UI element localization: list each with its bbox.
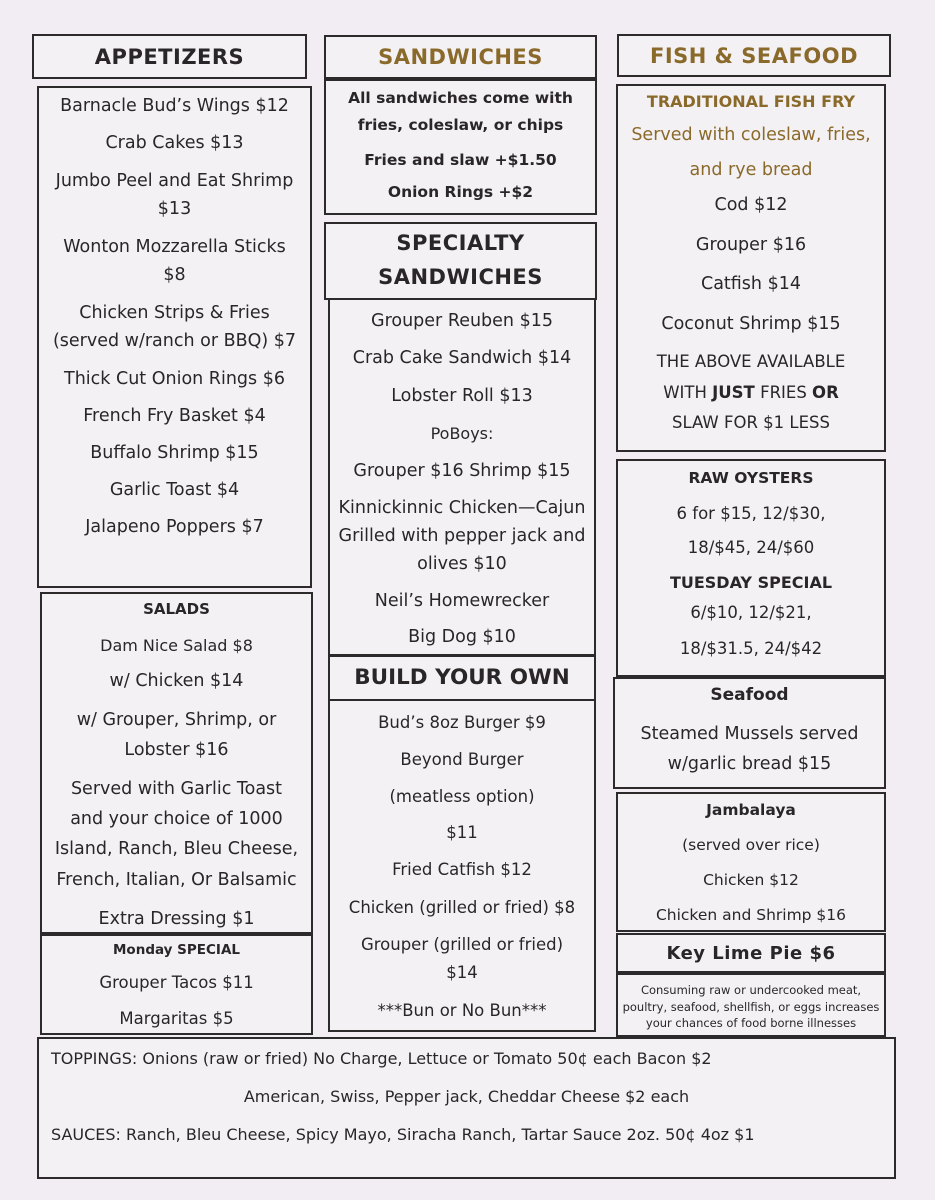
list-item: Buffalo Shrimp $15 (90, 443, 259, 463)
fish-fry-served: Served with coleslaw, fries, (631, 125, 871, 145)
list-item: $13 (157, 199, 192, 219)
list-item: (served over rice) (682, 836, 820, 854)
list-item: Grilled with pepper jack and (338, 526, 586, 546)
seafood-title: Seafood (710, 685, 789, 705)
list-item: Steamed Mussels served (640, 724, 859, 744)
sandwiches-info (324, 79, 597, 215)
list-item: Big Dog $10 (408, 627, 516, 647)
list-item: French, Italian, Or Balsamic (56, 870, 297, 890)
list-item: Margaritas $5 (119, 1009, 234, 1028)
list-item: Grouper Reuben $15 (371, 311, 553, 331)
list-item: olives $10 (417, 554, 507, 574)
list-item: Chicken Strips & Fries (79, 303, 270, 323)
list-item: Beyond Burger (400, 750, 524, 769)
list-item: $11 (446, 823, 478, 842)
specialty-title: SPECIALTY (396, 231, 525, 256)
tuesday-special-title: TUESDAY SPECIAL (669, 573, 833, 592)
list-item: Thick Cut Onion Rings $6 (64, 369, 285, 389)
list-item: $14 (446, 963, 478, 982)
list-item: and your choice of 1000 (70, 809, 283, 829)
warning-text: poultry, seafood, shellfish, or eggs increases (622, 999, 880, 1014)
list-item: Barnacle Bud’s Wings $12 (60, 96, 289, 116)
list-item: 6/$10, 12/$21, (690, 603, 812, 622)
list-item: 18/$31.5, 24/$42 (679, 639, 823, 658)
monday-special-title: Monday SPECIAL (113, 942, 240, 958)
salads-section (40, 592, 313, 934)
build-your-own-section (328, 655, 596, 1032)
seafood-section (613, 677, 886, 789)
key-lime-pie-section (616, 933, 886, 973)
sauces-line: SAUCES: Ranch, Bleu Cheese, Spicy Mayo, Siracha Ranch, Tartar Sauce 2oz. 50¢ 4oz $1 (51, 1125, 755, 1144)
fish-fry-note: THE ABOVE AVAILABLE (656, 352, 846, 371)
fish-fry-served: and rye bread (689, 160, 813, 180)
list-item: Lobster $16 (124, 740, 229, 760)
list-item: Jalapeno Poppers $7 (85, 517, 264, 537)
jambalaya-section (616, 792, 886, 932)
list-item: Grouper (grilled or fried) (360, 935, 564, 954)
list-item: $8 (163, 265, 186, 285)
list-item: Coconut Shrimp $15 (661, 314, 841, 334)
list-item: French Fry Basket $4 (83, 406, 266, 426)
salads-title: SALADS (143, 600, 210, 618)
list-item: Crab Cake Sandwich $14 (352, 348, 572, 368)
fish-seafood-title: FISH & SEAFOOD (650, 43, 858, 68)
raw-oysters-title: RAW OYSTERS (688, 469, 814, 487)
appetizers-title: APPETIZERS (94, 44, 245, 69)
list-item: Extra Dressing $1 (98, 909, 255, 929)
list-item: Garlic Toast $4 (109, 480, 240, 500)
list-item: (meatless option) (389, 787, 535, 806)
list-item: Dam Nice Salad $8 (100, 636, 253, 655)
list-item: 18/$45, 24/$60 (687, 538, 815, 557)
list-item: PoBoys: (430, 424, 494, 443)
list-item: Bud’s 8oz Burger $9 (378, 713, 546, 732)
sandwiches-addon: Onion Rings +$2 (387, 183, 534, 201)
sandwiches-title: SANDWICHES (378, 45, 543, 69)
appetizers-header (32, 34, 307, 79)
list-item: Catfish $14 (700, 274, 801, 294)
sandwiches-note: fries, coleslaw, or chips (357, 116, 564, 134)
list-item: Cod $12 (714, 195, 788, 215)
key-lime-pie-title: Key Lime Pie $6 (666, 942, 836, 964)
list-item: w/ Chicken $14 (109, 671, 244, 691)
specialty-sandwiches-list (328, 300, 596, 656)
list-item: Kinnickinnic Chicken—Cajun (338, 498, 586, 518)
list-item: Neil’s Homewrecker (374, 591, 550, 611)
list-item: Chicken (grilled or fried) $8 (348, 898, 576, 917)
sandwiches-note: All sandwiches come with (348, 89, 573, 107)
fish-seafood-header (617, 34, 891, 77)
list-item: Wonton Mozzarella Sticks (63, 237, 286, 257)
list-item: Chicken and Shrimp $16 (655, 906, 847, 924)
fish-fry-note: WITH JUST FRIES OR (663, 383, 839, 402)
list-item: Served with Garlic Toast (70, 779, 283, 799)
sandwiches-addon: Fries and slaw +$1.50 (364, 151, 557, 169)
list-item: Island, Ranch, Bleu Cheese, (54, 839, 299, 859)
warning-text: your chances of food borne illnesses (645, 1016, 857, 1031)
list-item: Grouper $16 Shrimp $15 (353, 461, 571, 481)
list-item: Lobster Roll $13 (391, 386, 533, 406)
fish-fry-subtitle: TRADITIONAL FISH FRY (646, 92, 856, 111)
warning-text: Consuming raw or undercooked meat, (640, 983, 862, 997)
appetizers-list (37, 86, 312, 588)
fish-fry-note: SLAW FOR $1 LESS (672, 413, 830, 432)
food-warning (616, 973, 886, 1037)
list-item: Grouper Tacos $11 (99, 973, 254, 992)
toppings-sauces-footer (37, 1037, 896, 1179)
list-item: Jumbo Peel and Eat Shrimp (55, 171, 294, 191)
cheese-line: American, Swiss, Pepper jack, Cheddar Cheese $2 each (243, 1087, 690, 1106)
list-item: w/ Grouper, Shrimp, or (76, 710, 277, 730)
list-item: ***Bun or No Bun*** (377, 1001, 547, 1020)
list-item: 6 for $15, 12/$30, (676, 504, 826, 523)
list-item: Chicken $12 (703, 871, 799, 889)
list-item: Fried Catfish $12 (392, 860, 532, 879)
specialty-title: SANDWICHES (378, 265, 543, 289)
build-your-own-title: BUILD YOUR OWN (354, 665, 570, 690)
sandwiches-header (324, 35, 597, 79)
raw-oysters-section (616, 459, 886, 677)
toppings-line: TOPPINGS: Onions (raw or fried) No Charge, Lettuce or Tomato 50¢ each Bacon $2 (51, 1049, 712, 1068)
list-item: Grouper $16 (695, 235, 807, 255)
list-item: w/garlic bread $15 (667, 754, 832, 774)
jambalaya-title: Jambalaya (706, 801, 796, 819)
list-item: (served w/ranch or BBQ) $7 (52, 331, 297, 351)
list-item: Crab Cakes $13 (105, 133, 244, 153)
monday-special-section (40, 934, 313, 1035)
specialty-sandwiches-header (324, 222, 597, 300)
fish-fry-section (616, 84, 886, 452)
